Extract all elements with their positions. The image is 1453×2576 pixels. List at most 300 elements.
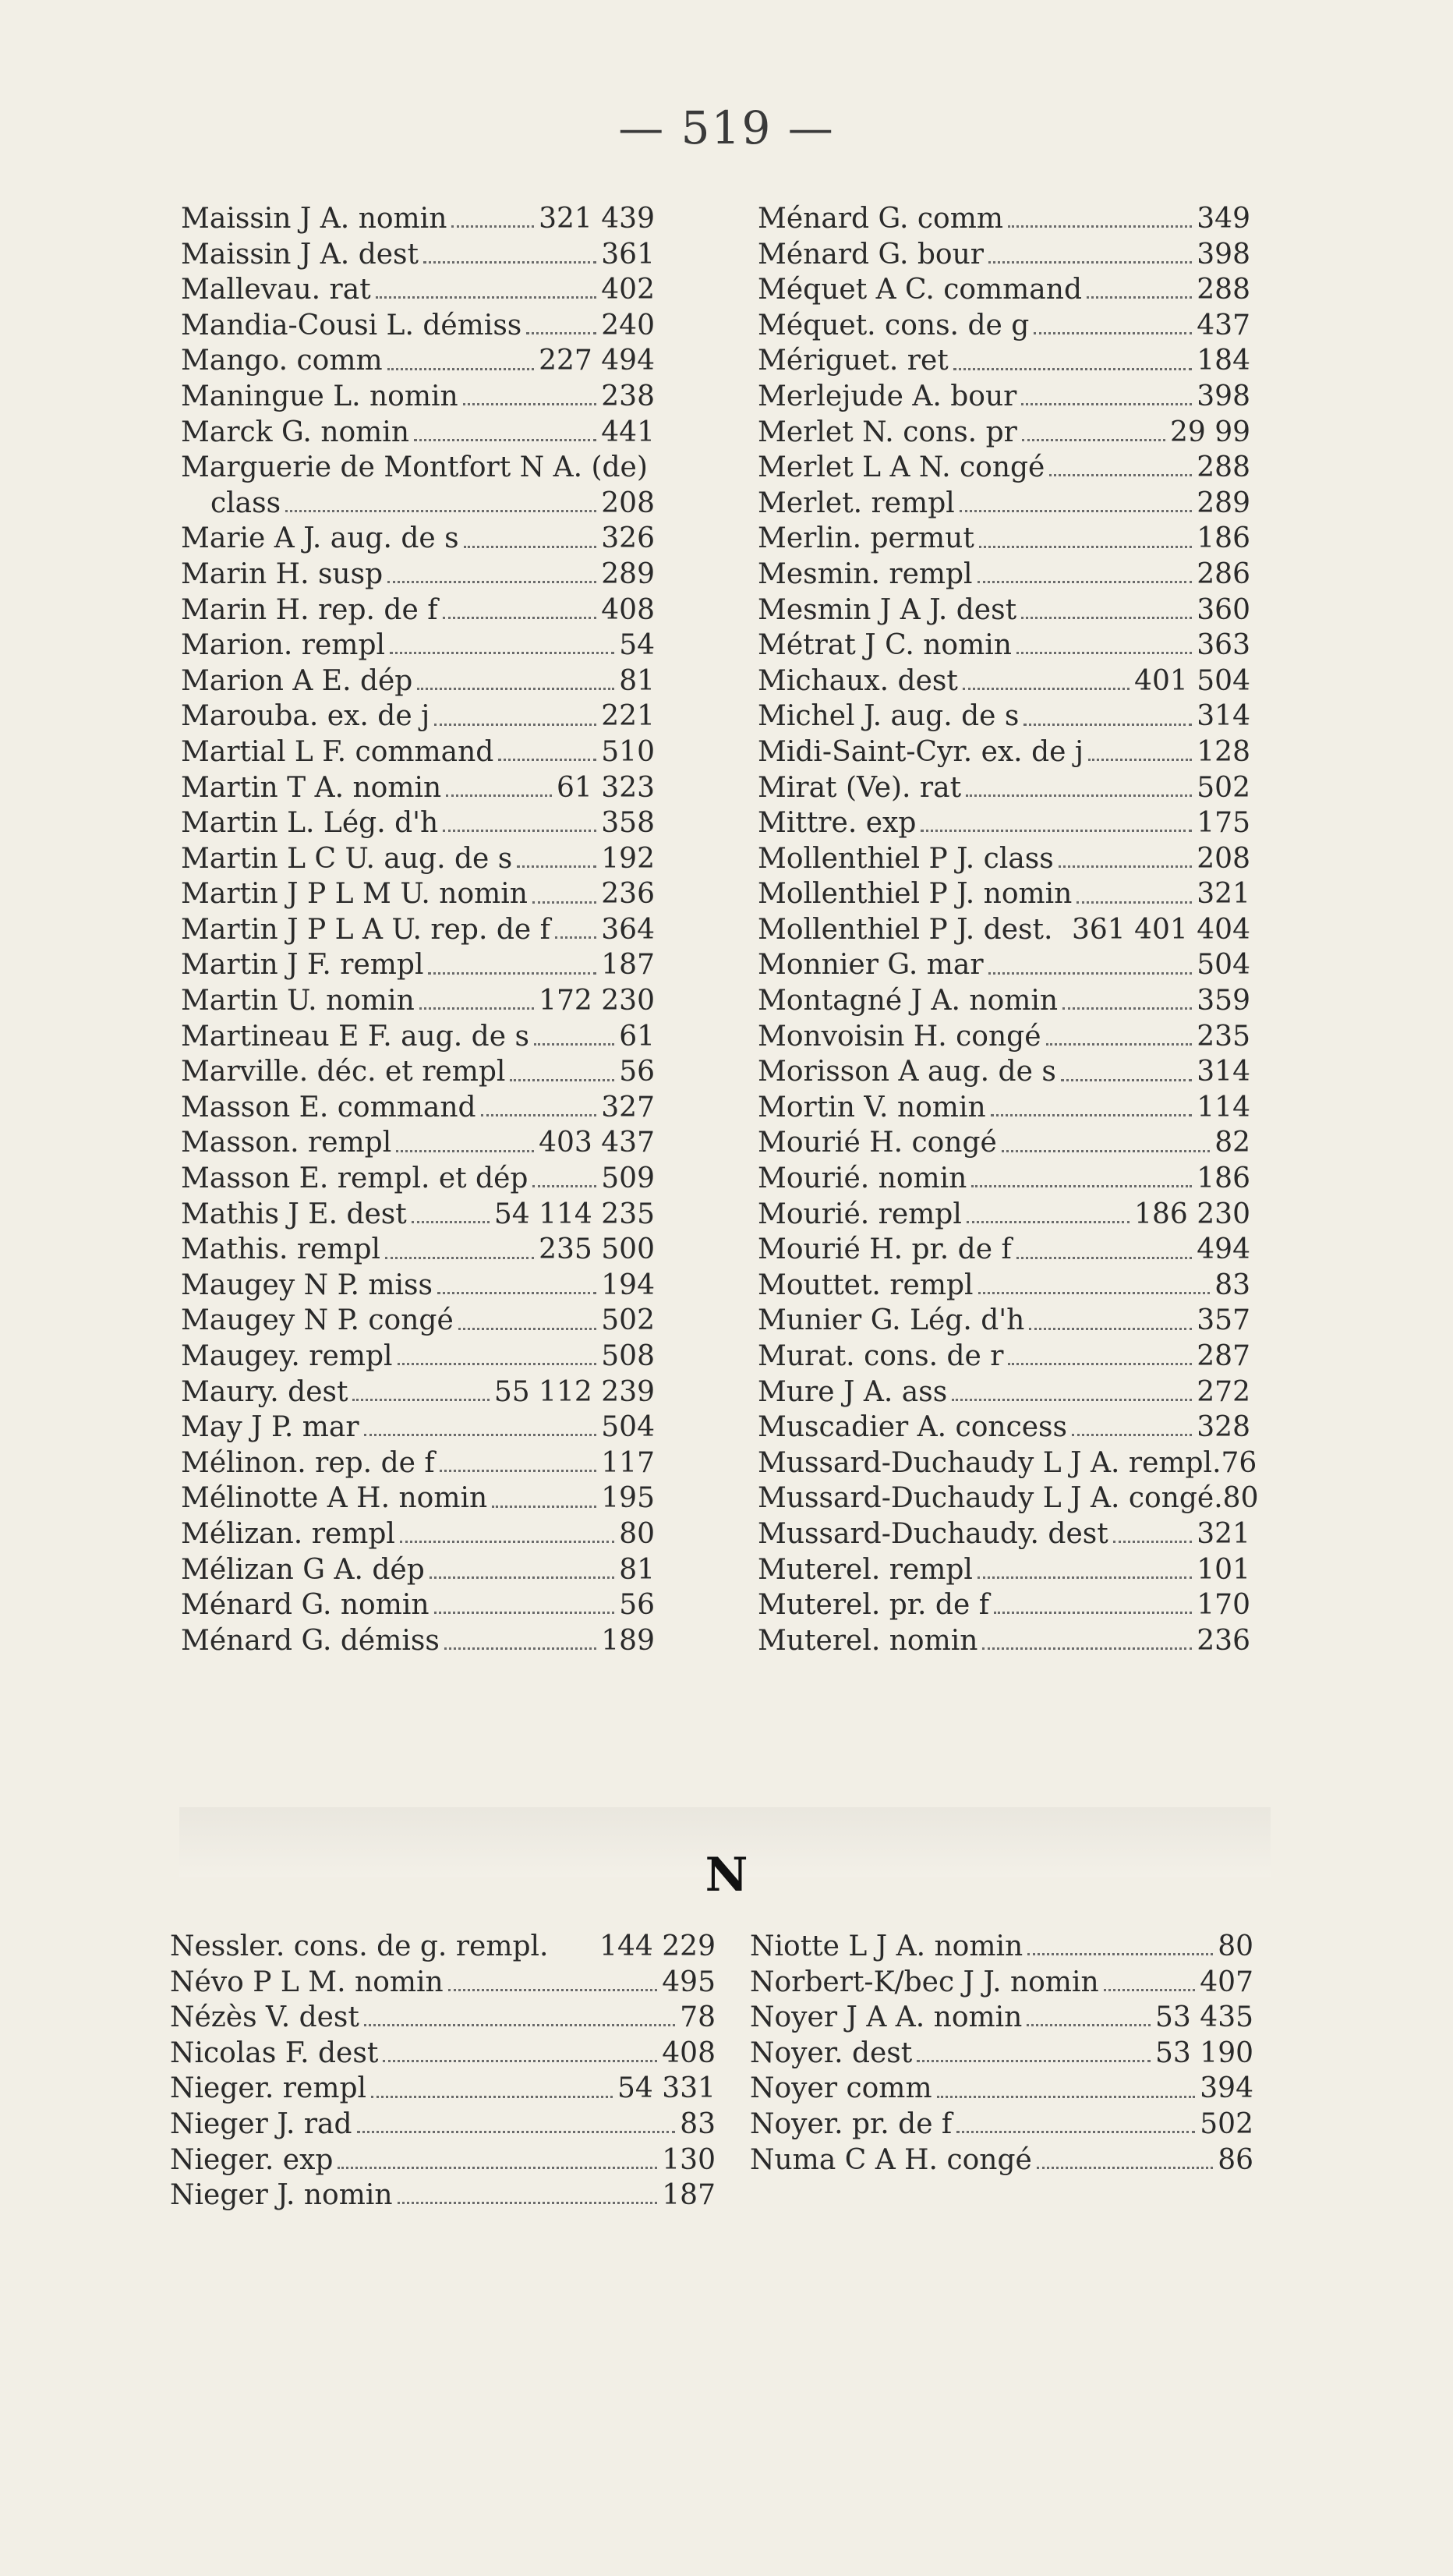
entry-page-refs: 208: [1197, 842, 1250, 875]
entry-page-refs: 240: [601, 309, 655, 341]
entry-label: Noyer J A A. nomin: [750, 2001, 1023, 2034]
index-entry: [758, 450, 1250, 486]
dot-leader: [1029, 1328, 1192, 1330]
entry-page-refs: 314: [1197, 700, 1250, 733]
entry-page-refs: 56: [619, 1589, 655, 1622]
entry-label: Maissin J A. nomin: [181, 203, 447, 235]
entry-page-refs: 76: [1221, 1446, 1257, 1479]
index-entry: [758, 486, 1250, 522]
entry-label: Montagné J A. nomin: [758, 985, 1059, 1017]
entry-page-refs: 184: [1197, 345, 1250, 377]
entry-label: Muterel. rempl: [758, 1553, 973, 1586]
dot-leader: [966, 794, 1192, 797]
dot-leader: [510, 1079, 614, 1081]
entry-page-refs: 328: [1197, 1411, 1250, 1444]
entry-label: Michaux. dest: [758, 664, 958, 697]
entry-label: Mélinotte A H. nomin: [181, 1482, 488, 1515]
dot-leader: [364, 1434, 597, 1436]
entry-page-refs: 394: [1200, 2072, 1253, 2105]
dot-leader: [1037, 2167, 1213, 2169]
index-entry: [181, 1410, 655, 1445]
dot-leader: [398, 1363, 597, 1365]
entry-label: Murat. cons. de r: [758, 1340, 1004, 1372]
dot-leader: [451, 225, 534, 228]
index-entry: [181, 734, 655, 770]
index-entry: [181, 379, 655, 415]
entry-label: Marville. déc. et rempl: [181, 1056, 506, 1088]
entry-page-refs: 56: [619, 1056, 655, 1088]
entry-label: Martin J P L M U. nomin: [181, 878, 528, 911]
index-entry: [758, 1197, 1250, 1233]
dot-leader: [1016, 1257, 1193, 1259]
entry-page-refs: 403 437: [539, 1127, 655, 1159]
dot-leader: [357, 2131, 676, 2133]
index-entry: [758, 1303, 1250, 1339]
entry-label: Mallevau. rat: [181, 274, 371, 306]
dot-leader: [1072, 1434, 1192, 1436]
index-entry: [758, 521, 1250, 557]
index-entry: [758, 1445, 1257, 1481]
entry-page-refs: 361 401 404: [1071, 913, 1250, 946]
entry-label: Martin J F. rempl: [181, 949, 424, 982]
entry-label: Nézès V. dest: [170, 2001, 359, 2034]
entry-label: Masson E. rempl. et dép: [181, 1162, 529, 1195]
index-entry: [170, 2107, 716, 2143]
entry-page-refs: 364: [601, 913, 655, 946]
index-entry: [181, 201, 655, 237]
dot-leader: [1076, 901, 1192, 904]
entry-label: Marin H. susp: [181, 557, 384, 590]
entry-page-refs: 408: [601, 593, 655, 626]
dot-leader: [978, 581, 1193, 583]
entry-page-refs: 359: [1197, 985, 1250, 1017]
entry-label: Mourié H. congé: [758, 1127, 997, 1159]
index-entry: [758, 876, 1250, 912]
entry-page-refs: 114: [1197, 1091, 1250, 1123]
entry-label: Masson E. command: [181, 1091, 476, 1123]
entry-page-refs: 272: [1197, 1375, 1250, 1408]
index-entry: [758, 770, 1250, 806]
index-entry: [758, 1623, 1250, 1659]
entry-page-refs: 287: [1197, 1340, 1250, 1372]
index-entry: [170, 2000, 716, 2036]
entry-label: Nieger J. nomin: [170, 2179, 393, 2212]
index-entry: [758, 308, 1250, 344]
entry-label: Martin U. nomin: [181, 985, 415, 1017]
entry-page-refs: 117: [601, 1446, 655, 1479]
dot-leader: [481, 1114, 597, 1116]
dot-leader: [937, 2096, 1196, 2098]
dot-leader: [1016, 652, 1192, 654]
index-column-m-left: [181, 201, 655, 1658]
index-entry: [758, 1339, 1250, 1375]
entry-label: Méquet. cons. de g: [758, 309, 1030, 341]
dot-leader: [400, 1541, 614, 1543]
entry-label: Mollenthiel P J. class: [758, 842, 1054, 875]
dot-leader: [982, 1647, 1192, 1650]
dot-leader: [960, 510, 1193, 512]
dot-leader: [988, 261, 1192, 264]
entry-label: Mourié. rempl: [758, 1198, 962, 1230]
entry-label: Mango. comm: [181, 345, 383, 377]
entry-page-refs: 235 500: [539, 1233, 655, 1266]
entry-label: Morisson A aug. de s: [758, 1056, 1056, 1088]
entry-page-refs: 208: [601, 487, 655, 519]
dot-leader: [921, 830, 1192, 832]
entry-page-refs: 130: [662, 2143, 716, 2176]
index-entry: [181, 486, 655, 522]
entry-page-refs: 502: [1197, 771, 1250, 804]
entry-page-refs: 398: [1197, 238, 1250, 271]
entry-page-refs: 187: [662, 2179, 716, 2212]
index-entry: [181, 308, 655, 344]
index-column-n-right: [750, 1929, 1253, 2178]
entry-label: Monvoisin H. congé: [758, 1020, 1041, 1053]
entry-label: Maugey. rempl: [181, 1340, 393, 1372]
index-entry: [181, 1125, 655, 1161]
index-entry: [170, 2071, 716, 2107]
entry-page-refs: 187: [601, 949, 655, 982]
entry-page-refs: 407: [1200, 1966, 1253, 1998]
dot-leader: [419, 1007, 534, 1010]
entry-label: Mesmin J A J. dest: [758, 593, 1017, 626]
index-entry: [170, 2143, 716, 2178]
entry-label: Niotte L J A. nomin: [750, 1930, 1023, 1962]
index-entry: [758, 947, 1250, 983]
entry-page-refs: 508: [601, 1340, 655, 1372]
entry-label: Munier G. Lég. d'h: [758, 1304, 1025, 1337]
entry-page-refs: 502: [601, 1304, 655, 1337]
entry-label: Marouba. ex. de j: [181, 700, 430, 733]
entry-label: Mériguet. ret: [758, 345, 949, 377]
dot-leader: [443, 830, 596, 832]
index-entry: [181, 415, 655, 451]
index-entry: [181, 1623, 655, 1659]
dot-leader: [492, 1506, 596, 1508]
entry-label: Merlet N. cons. pr: [758, 416, 1017, 448]
entry-label: Mollenthiel P J. nomin: [758, 878, 1073, 911]
entry-page-refs: 227 494: [539, 345, 655, 377]
entry-page-refs: 286: [1197, 557, 1250, 590]
dot-leader: [464, 546, 597, 548]
dot-leader: [387, 581, 596, 583]
entry-label: Mourié. nomin: [758, 1162, 967, 1195]
dot-leader: [967, 1221, 1130, 1223]
entry-label: Merlet L A N. congé: [758, 451, 1045, 484]
dot-leader: [443, 617, 597, 619]
index-column-m-right: [758, 201, 1259, 1658]
index-entry: [750, 1929, 1253, 1965]
index-entry: [181, 1445, 655, 1481]
dot-leader: [526, 332, 596, 334]
entry-label: Méquet A C. command: [758, 274, 1083, 306]
entry-label: class: [210, 487, 281, 519]
entry-label: Mathis. rempl: [181, 1233, 381, 1266]
index-entry: [758, 663, 1250, 699]
entry-page-refs: 236: [1197, 1624, 1250, 1657]
dot-leader: [534, 1043, 614, 1046]
entry-label: Mélizan G A. dép: [181, 1553, 425, 1586]
index-entry: [758, 1268, 1250, 1304]
entry-page-refs: 101: [1197, 1553, 1250, 1586]
dot-leader: [532, 901, 596, 904]
dot-leader: [994, 1612, 1192, 1614]
index-entry: [181, 1516, 655, 1552]
entry-page-refs: 61 323: [557, 771, 655, 804]
dot-leader: [1062, 1007, 1192, 1010]
entry-page-refs: 195: [601, 1482, 655, 1515]
dot-leader: [971, 1185, 1192, 1187]
entry-page-refs: 194: [601, 1269, 655, 1301]
entry-page-refs: 80: [1222, 1482, 1259, 1515]
entry-label: Ménard G. comm: [758, 203, 1003, 235]
index-entry: [170, 1965, 716, 2001]
dot-leader: [1023, 724, 1192, 726]
index-entry: [181, 1161, 655, 1197]
dot-leader: [991, 1114, 1193, 1116]
dot-leader: [532, 1185, 596, 1187]
entry-page-refs: 82: [1214, 1127, 1250, 1159]
entry-page-refs: 361: [601, 238, 655, 271]
dot-leader: [383, 2060, 657, 2062]
entry-page-refs: 289: [1197, 487, 1250, 519]
index-entry: [170, 2036, 716, 2072]
entry-label: Martineau E F. aug. de s: [181, 1020, 529, 1053]
entry-page-refs: 221: [601, 700, 655, 733]
entry-page-refs: 186: [1197, 1162, 1250, 1195]
index-entry: [181, 557, 655, 593]
dot-leader: [440, 1470, 597, 1472]
entry-page-refs: 29 99: [1169, 416, 1250, 448]
index-entry: [181, 272, 655, 308]
entry-page-refs: 321 439: [539, 203, 655, 235]
entry-label: Ménard G. bour: [758, 238, 984, 271]
entry-label: Mure J A. ass: [758, 1375, 948, 1408]
dot-leader: [1027, 2024, 1151, 2026]
dot-leader: [444, 1647, 596, 1650]
entry-label: Ménard G. nomin: [181, 1589, 430, 1622]
index-entry: [181, 1375, 655, 1410]
entry-page-refs: 235: [1197, 1020, 1250, 1053]
entry-page-refs: 326: [601, 522, 655, 555]
entry-label: Mesmin. rempl: [758, 557, 973, 590]
dot-leader: [1034, 332, 1192, 334]
entry-page-refs: 327: [601, 1091, 655, 1123]
entry-page-refs: 289: [601, 557, 655, 590]
dot-leader: [1021, 403, 1192, 405]
dot-leader: [1002, 1150, 1210, 1152]
dot-leader: [352, 1399, 489, 1401]
index-entry: [758, 912, 1250, 948]
entry-label: Michel J. aug. de s: [758, 700, 1020, 733]
index-entry: [181, 983, 655, 1019]
entry-label: Névo P L M. nomin: [170, 1966, 444, 1998]
entry-page-refs: 189: [601, 1624, 655, 1657]
dot-leader: [417, 688, 614, 690]
entry-label: Maissin J A. dest: [181, 238, 419, 271]
entry-page-refs: 144 229: [599, 1930, 716, 1962]
entry-label: Maugey N P. congé: [181, 1304, 454, 1337]
entry-label: Mussard-Duchaudy L J A. rempl.: [758, 1446, 1221, 1479]
entry-label: Nessler. cons. de g. rempl.: [170, 1930, 549, 1962]
index-entry: [181, 805, 655, 841]
entry-page-refs: 236: [601, 878, 655, 911]
dot-leader: [1046, 1043, 1193, 1046]
entry-label: Mouttet. rempl: [758, 1269, 974, 1301]
entry-page-refs: 437: [1197, 309, 1250, 341]
entry-label: Midi-Saint-Cyr. ex. de j: [758, 735, 1084, 768]
entry-label: Nieger. rempl: [170, 2072, 367, 2105]
index-entry: [758, 1232, 1250, 1268]
index-entry: [181, 1339, 655, 1375]
entry-page-refs: 54: [619, 629, 655, 662]
index-entry: [750, 2143, 1253, 2178]
index-entry: [170, 2178, 716, 2213]
entry-label: Marion. rempl: [181, 629, 386, 662]
entry-page-refs: 358: [601, 807, 655, 840]
dot-leader: [1021, 617, 1192, 619]
dot-leader: [555, 936, 596, 939]
entry-label: Mourié H. pr. de f: [758, 1233, 1012, 1266]
entry-page-refs: 54 114 235: [493, 1198, 655, 1230]
index-entry: [758, 1090, 1250, 1126]
entry-page-refs: 80: [1218, 1930, 1253, 1962]
entry-page-refs: 175: [1197, 807, 1250, 840]
section-letter: N: [705, 1848, 748, 1902]
index-entry: [181, 1054, 655, 1090]
entry-page-refs: 192: [601, 842, 655, 875]
dot-leader: [390, 652, 614, 654]
dot-leader: [1049, 474, 1192, 476]
index-entry: [181, 770, 655, 806]
entry-label: Marin H. rep. de f: [181, 593, 438, 626]
dot-leader: [430, 1576, 614, 1579]
dot-leader: [434, 724, 596, 726]
index-entry: [181, 1019, 655, 1055]
dot-leader: [458, 1328, 597, 1330]
index-entry: [758, 983, 1250, 1019]
entry-page-refs: 502: [1200, 2107, 1253, 2140]
entry-page-refs: 186: [1197, 522, 1250, 555]
entry-label: Norbert-K/bec J J. nomin: [750, 1966, 1099, 1998]
index-entry: [181, 450, 655, 486]
dot-leader: [338, 2167, 657, 2169]
index-entry: [181, 1232, 655, 1268]
index-entry: [758, 1019, 1250, 1055]
entry-label: Nieger. exp: [170, 2143, 334, 2176]
dot-leader: [1113, 1541, 1193, 1543]
dot-leader: [412, 1221, 490, 1223]
entry-page-refs: 408: [662, 2036, 716, 2069]
dot-leader: [1022, 439, 1165, 441]
entry-label: Maningue L. nomin: [181, 380, 458, 412]
entry-label: Mandia-Cousi L. démiss: [181, 309, 522, 341]
index-entry: [758, 1587, 1250, 1623]
entry-page-refs: 504: [601, 1411, 655, 1444]
dot-leader: [446, 794, 552, 797]
index-entry: [758, 841, 1250, 877]
index-column-n-left: [170, 1929, 716, 2213]
entry-page-refs: 314: [1197, 1056, 1250, 1088]
entry-label: Mirat (Ve). rat: [758, 771, 962, 804]
entry-label: Mélinon. rep. de f: [181, 1446, 435, 1479]
dot-leader: [952, 1399, 1192, 1401]
entry-page-refs: 509: [601, 1162, 655, 1195]
entry-page-refs: 288: [1197, 274, 1250, 306]
dot-leader: [1087, 296, 1192, 299]
entry-page-refs: 510: [601, 735, 655, 768]
entry-page-refs: 83: [1214, 1269, 1250, 1301]
dot-leader: [448, 1989, 658, 1991]
entry-label: Muscadier A. concess: [758, 1411, 1067, 1444]
dot-leader: [396, 1150, 534, 1152]
dot-leader: [1027, 1953, 1213, 1955]
entry-label: Noyer. dest: [750, 2036, 913, 2069]
entry-page-refs: 398: [1197, 380, 1250, 412]
index-entry: [758, 1410, 1250, 1445]
entry-label: Martin L C U. aug. de s: [181, 842, 513, 875]
entry-page-refs: 81: [619, 1553, 655, 1586]
entry-page-refs: 86: [1218, 2143, 1253, 2176]
entry-label: Martin J P L A U. rep. de f: [181, 913, 550, 946]
entry-label: Mittre. exp: [758, 807, 917, 840]
entry-label: Mathis J E. dest: [181, 1198, 407, 1230]
entry-label: Martin L. Lég. d'h: [181, 807, 439, 840]
entry-page-refs: 170: [1197, 1589, 1250, 1622]
index-entry: [181, 1090, 655, 1126]
index-entry: [758, 1054, 1250, 1090]
dot-leader: [423, 261, 596, 264]
entry-label: Marck G. nomin: [181, 416, 410, 448]
dot-leader: [963, 688, 1130, 690]
entry-page-refs: 53 435: [1155, 2001, 1253, 2034]
index-entry: [758, 1375, 1250, 1410]
index-entry: [181, 1552, 655, 1588]
entry-page-refs: 360: [1197, 593, 1250, 626]
entry-label: Numa C A H. congé: [750, 2143, 1032, 2176]
dot-leader: [1104, 1989, 1196, 1991]
entry-label: Mussard-Duchaudy L J A. congé.: [758, 1482, 1223, 1515]
index-entry: [758, 1481, 1259, 1516]
index-entry: [750, 2000, 1253, 2036]
entry-label: Muterel. pr. de f: [758, 1589, 990, 1622]
index-entry: [758, 593, 1250, 628]
entry-label: Muterel. nomin: [758, 1624, 978, 1657]
entry-label: Noyer comm: [750, 2072, 932, 2105]
index-entry: [181, 912, 655, 948]
dot-leader: [917, 2060, 1151, 2062]
dot-leader: [463, 403, 597, 405]
dot-leader: [437, 1292, 596, 1294]
entry-page-refs: 128: [1197, 735, 1250, 768]
index-entry: [181, 876, 655, 912]
entry-page-refs: 288: [1197, 451, 1250, 484]
index-entry: [181, 343, 655, 379]
entry-page-refs: 441: [601, 416, 655, 448]
entry-label: Mollenthiel P J. dest.: [758, 913, 1053, 946]
entry-page-refs: 83: [680, 2107, 716, 2140]
entry-page-refs: 321: [1197, 1517, 1250, 1550]
entry-page-refs: 81: [619, 664, 655, 697]
index-entry: [758, 1161, 1250, 1197]
entry-label: Mélizan. rempl: [181, 1517, 395, 1550]
index-entry: [181, 521, 655, 557]
index-entry: [181, 237, 655, 273]
entry-page-refs: 504: [1197, 949, 1250, 982]
entry-label: Martial L F. command: [181, 735, 494, 768]
entry-label: Monnier G. mar: [758, 949, 984, 982]
entry-label: Ménard G. démiss: [181, 1624, 440, 1657]
